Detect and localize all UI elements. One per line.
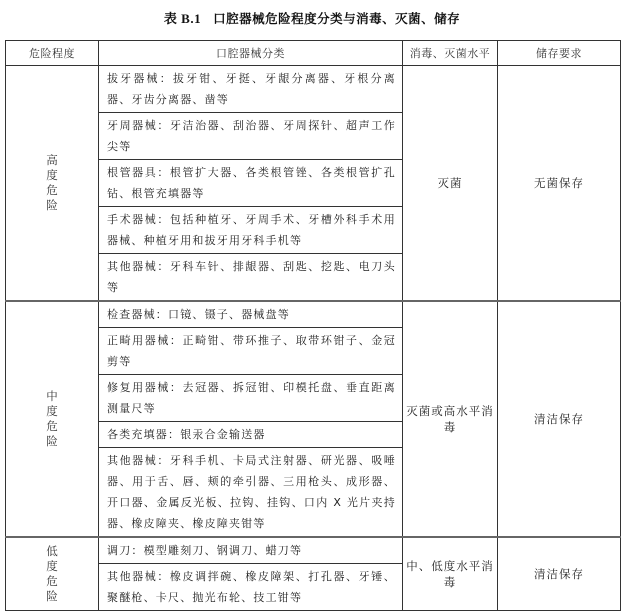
instrument-item: 其他器械：橡皮调拌碗、橡皮障架、打孔器、牙锤、聚醚枪、卡尺、抛光布轮、技工钳等 [99, 564, 403, 611]
table-number: 表 B.1 [163, 11, 202, 26]
instrument-item: 检查器械：口镜、镊子、器械盘等 [99, 301, 403, 328]
storage-requirement: 清洁保存 [498, 301, 621, 537]
instrument-item: 牙周器械：牙洁治器、刮治器、牙周探针、超声工作尖等 [99, 113, 403, 160]
disinfection-level: 灭菌或高水平消毒 [403, 301, 498, 537]
storage-requirement: 无菌保存 [498, 66, 621, 302]
table-title [0, 8, 624, 27]
instrument-item: 其他器械：牙科车针、排龈器、刮匙、挖匙、电刀头等 [99, 254, 403, 302]
instrument-item: 各类充填器：银汞合金输送器 [99, 422, 403, 448]
instrument-item: 其他器械：牙科手机、卡局式注射器、研光器、吸唾器、用于舌、唇、颊的牵引器、三用枪头、成形器、开口器、金属反光板、拉钩、挂钩、口内 X 光片夹持器、橡皮障夹、橡皮障夹钳等 [99, 448, 403, 538]
instrument-risk-table [5, 40, 621, 611]
instrument-item: 正畸用器械：正畸钳、带环推子、取带环钳子、金冠剪等 [99, 328, 403, 375]
table-caption: 口腔器械危险程度分类与消毒、灭菌、储存 [213, 11, 461, 26]
disinfection-level: 中、低度水平消毒 [403, 537, 498, 611]
risk-level-high: 高度危险 [6, 66, 99, 302]
instrument-item: 拔牙器械：拔牙钳、牙挺、牙龈分离器、牙根分离器、牙齿分离器、凿等 [99, 66, 403, 113]
header-storage: 储存要求 [498, 41, 621, 66]
header-instrument-class: 口腔器械分类 [99, 41, 403, 66]
instrument-item: 根管器具：根管扩大器、各类根管锉、各类根管扩孔钻、根管充填器等 [99, 160, 403, 207]
instrument-item: 修复用器械：去冠器、拆冠钳、印模托盘、垂直距离测量尺等 [99, 375, 403, 422]
risk-level-medium: 中度危险 [6, 301, 99, 537]
header-row [6, 41, 621, 66]
table-row [6, 66, 621, 113]
disinfection-level: 灭菌 [403, 66, 498, 302]
table-row [6, 537, 621, 564]
instrument-item: 调刀：模型雕刻刀、钢调刀、蜡刀等 [99, 537, 403, 564]
header-risk-level: 危险程度 [6, 41, 99, 66]
table-row [6, 301, 621, 328]
header-disinfection-level: 消毒、灭菌水平 [403, 41, 498, 66]
storage-requirement: 清洁保存 [498, 537, 621, 611]
risk-level-low: 低度危险 [6, 537, 99, 611]
instrument-item: 手术器械：包括种植牙、牙周手术、牙槽外科手术用器械、种植牙用和拔牙用牙科手机等 [99, 207, 403, 254]
